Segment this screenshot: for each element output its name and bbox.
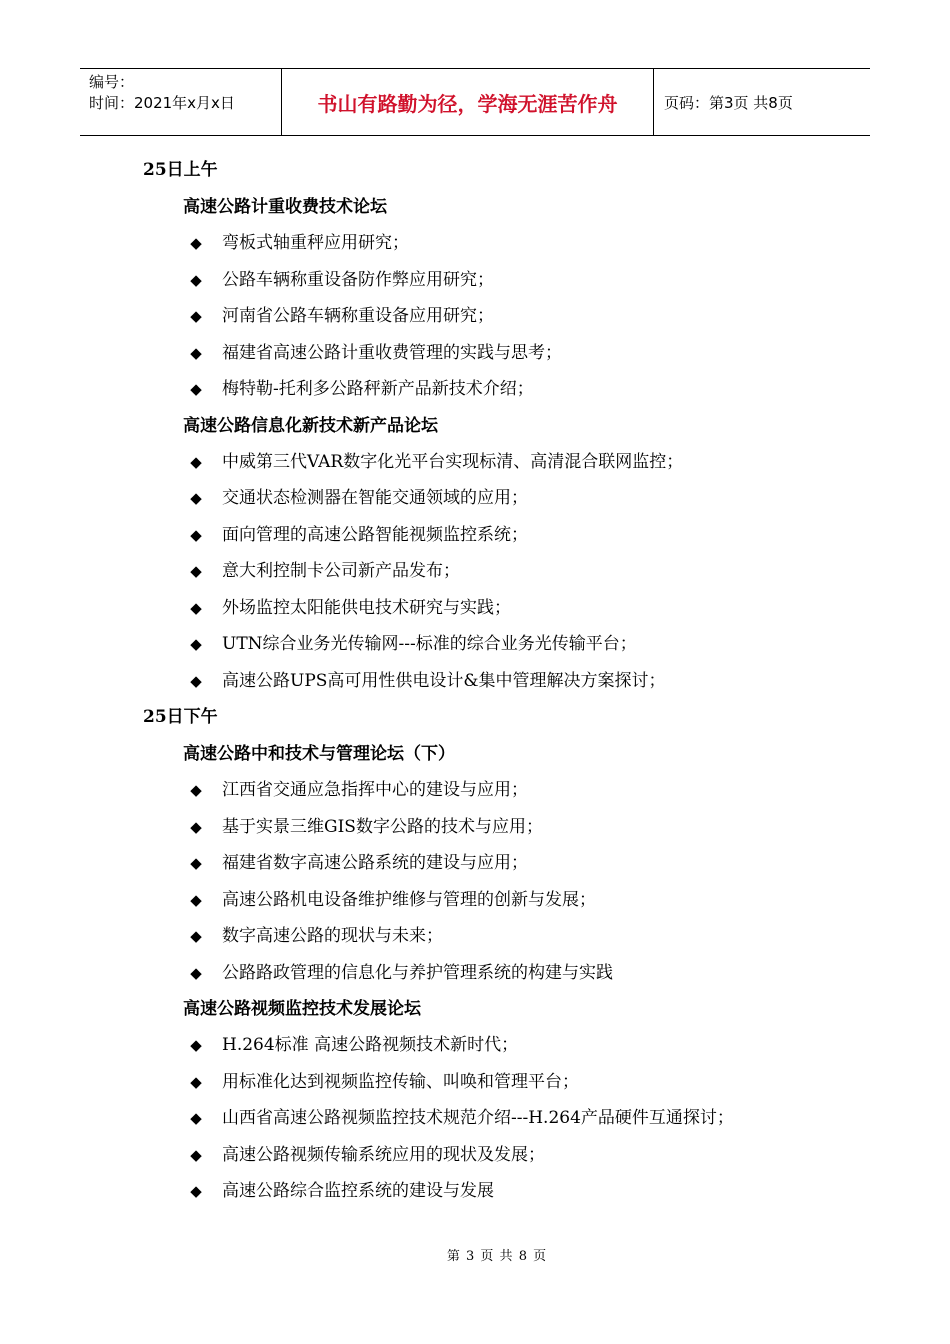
forum-title: 高速公路信息化新技术新产品论坛 [183,415,438,436]
diamond-bullet-icon: ◆ [190,927,202,945]
list-item-text: 高速公路UPS高可用性供电设计&集中管理解决方案探讨； [222,670,666,691]
list-item-text: 高速公路视频传输系统应用的现状及发展； [222,1144,545,1165]
list-item [0,955,950,992]
diamond-bullet-icon: ◆ [190,452,202,471]
diamond-bullet-icon: ◆ [190,817,202,836]
diamond-bullet-icon: ◆ [190,1036,202,1054]
list-item-text: 高速公路综合监控系统的建设与发展 [222,1181,494,1201]
diamond-bullet-icon: ◆ [190,854,202,872]
forum-title: 高速公路视频监控技术发展论坛 [183,999,421,1019]
list-item [0,262,950,299]
header-meta [80,69,282,135]
page-footer [0,1245,950,1264]
forum-title: 高速公路中和技术与管理论坛（下） [183,744,455,764]
diamond-bullet-icon: ◆ [190,635,202,653]
list-item [0,298,950,335]
list-item [0,553,950,590]
diamond-bullet-icon: ◆ [190,963,202,982]
list-item [0,480,950,517]
footer-page-number: 第 3 页 共 8 页 [446,1249,548,1264]
list-item-text: 江西省交通应急指挥中心的建设与应用； [222,780,528,800]
list-item [0,1173,950,1210]
list-item [0,1100,950,1137]
diamond-bullet-icon: ◆ [190,1145,202,1164]
list-item-text: 意大利控制卡公司新产品发布； [222,561,460,581]
diamond-bullet-icon: ◆ [190,380,202,398]
diamond-bullet-icon: ◆ [190,562,202,580]
list-item [0,1027,950,1064]
forum-title: 高速公路计重收费技术论坛 [183,197,387,217]
diamond-bullet-icon: ◆ [190,525,202,544]
list-item-text: UTN综合业务光传输网---标准的综合业务光传输平台； [222,634,637,654]
document-date: 时间：2021年x月x日 [89,94,235,112]
list-item [0,444,950,481]
list-item [0,882,950,919]
list-item-text: 河南省公路车辆称重设备应用研究； [222,306,494,326]
list-item-text: 用标准化达到视频监控传输、叫唤和管理平台； [222,1071,579,1092]
list-item-text: 面向管理的高速公路智能视频监控系统； [222,524,528,545]
diamond-bullet-icon: ◆ [190,1072,202,1091]
list-item-text: 福建省数字高速公路系统的建设与应用； [222,853,528,873]
list-item-text: 中威第三代VAR数字化光平台实现标清、高清混合联网监控； [222,451,684,472]
list-item [0,845,950,882]
diamond-bullet-icon: ◆ [190,671,202,690]
list-item [0,809,950,846]
list-item-text: 弯板式轴重秤应用研究； [222,233,409,253]
list-item-text: 山西省高速公路视频监控技术规范介绍---H.264产品硬件互通探讨； [222,1108,734,1128]
list-item-text: 公路路政管理的信息化与养护管理系统的构建与实践 [222,962,613,983]
list-item-text: 福建省高速公路计重收费管理的实践与思考； [222,342,562,363]
list-item [0,1137,950,1174]
list-item [0,1064,950,1101]
diamond-bullet-icon: ◆ [190,1109,202,1127]
list-item-text: 高速公路机电设备维护维修与管理的创新与发展； [222,889,596,910]
diamond-bullet-icon: ◆ [190,343,202,362]
document-number-label: 编号： [89,73,135,91]
list-item-text: 数字高速公路的现状与未来； [222,926,443,946]
list-item-text: 外场监控太阳能供电技术研究与实践； [222,597,511,618]
list-item-text: 梅特勒-托利多公路秤新产品新技术介绍； [222,379,534,399]
diamond-bullet-icon: ◆ [190,1182,202,1200]
list-item [0,371,950,408]
document-body [0,152,950,1210]
diamond-bullet-icon: ◆ [190,234,202,252]
list-item-text: H.264标准 高速公路视频技术新时代； [222,1035,519,1055]
list-item-text: 公路车辆称重设备防作弊应用研究； [222,269,494,290]
diamond-bullet-icon: ◆ [190,489,202,507]
list-item [0,626,950,663]
diamond-bullet-icon: ◆ [190,598,202,617]
list-item [0,772,950,809]
day-heading: 25日上午 [143,160,218,180]
list-item-text: 交通状态检测器在智能交通领域的应用； [222,488,528,508]
diamond-bullet-icon: ◆ [190,270,202,289]
header-motto: 书山有路勤为径，学海无涯苦作舟 [282,69,654,135]
list-item [0,663,950,700]
page-header [80,68,870,136]
day-heading: 25日下午 [143,707,218,727]
list-item [0,918,950,955]
list-item [0,590,950,627]
diamond-bullet-icon: ◆ [190,890,202,909]
diamond-bullet-icon: ◆ [190,307,202,325]
diamond-bullet-icon: ◆ [190,781,202,799]
header-page-info: 页码：第3页 共8页 [664,93,793,112]
list-item-text: 基于实景三维GIS数字公路的技术与应用； [222,816,543,837]
list-item [0,335,950,372]
list-item [0,517,950,554]
list-item [0,225,950,262]
